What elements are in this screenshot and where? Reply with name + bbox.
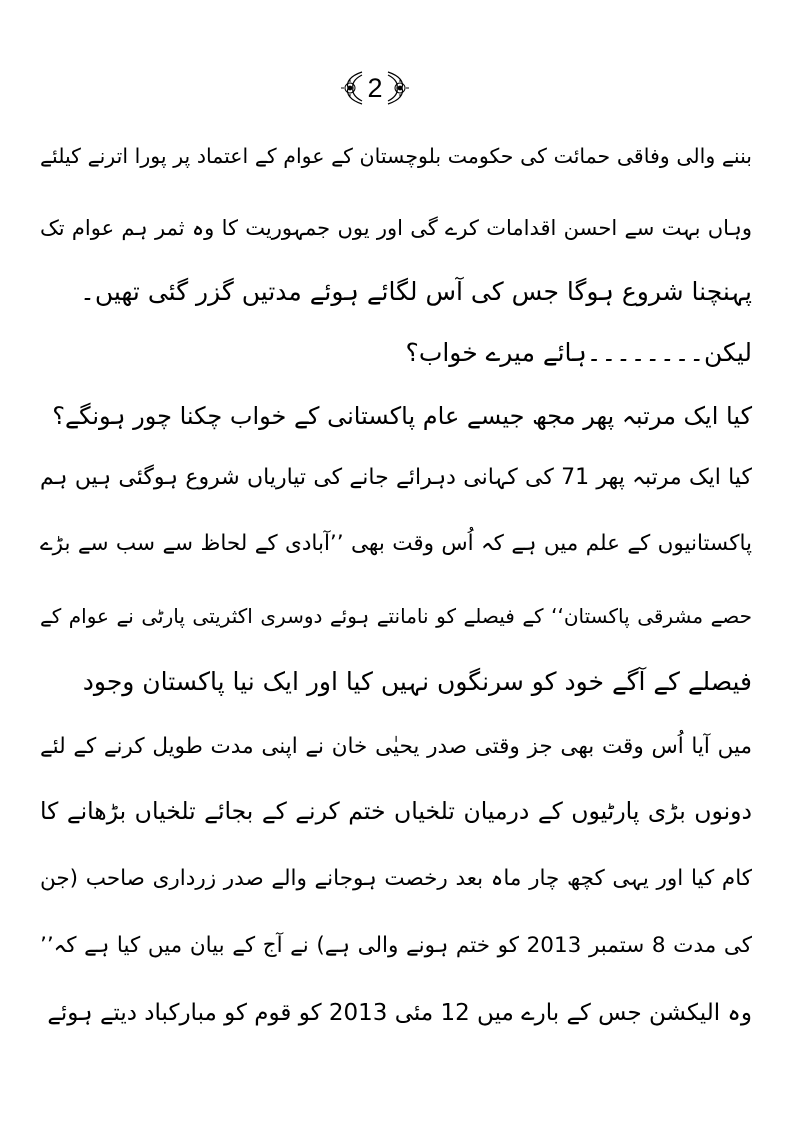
text-line: وہ الیکشن جس کے بارے میں 12 مئی 2013 کو قوم کو مبارکباد دیتے ہوئے (47, 1000, 752, 1026)
text-line: فیصلے کے آگے خود کو سرنگوں نہیں کیا اور ایک نیا پاکستان وجود (82, 667, 752, 696)
text-line: کام کیا اور یہی کچھ چار ماہ بعد رخصت ہوجانے والے صدر زرداری صاحب (جن (40, 866, 752, 891)
text-line: پاکستانیوں کے علم میں ہے کہ اُس وقت بھی ’’آبادی کے لحاظ سے سب سے بڑے (40, 531, 752, 556)
text-line: بننے والی وفاقی حمائت کی حکومت بلوچستان کے عوام کے اعتماد پر پورا اترنے کیلئے (40, 144, 752, 168)
text-line: کی مدت 8 ستمبر 2013 کو ختم ہونے والی ہے) نے آج کے بیان میں کیا ہے کہ’’ (40, 933, 752, 958)
text-line: میں آیا اُس وقت بھی جز وقتی صدر یحیٰی خان نے اپنی مدت طویل کرنے کے لئے (40, 734, 752, 759)
text-line: پہنچنا شروع ہوگا جس کی آس لگائے ہوئے مدتیں گزر گئی تھیں۔ (80, 277, 752, 306)
text-line: کیا ایک مرتبہ پھر مجھ جیسے عام پاکستانی کے خواب چکنا چور ہونگے؟ (52, 402, 752, 430)
page-number: 2 (367, 72, 383, 103)
text-line: حصے مشرقی پاکستان‘‘ کے فیصلے کو نامانتے ہوئے دوسری اکثریتی پارٹی نے عوام کے (40, 604, 752, 628)
text-line: دونوں بڑی پارٹیوں کے درمیان تلخیاں ختم کرنے کے بجائے تلخیاں بڑھانے کا (40, 797, 752, 825)
text-line: وہاں بہت سے احسن اقدامات کرے گی اور یوں جمہوریت کا وہ ثمر ہم عوام تک (40, 216, 752, 240)
text-line: کیا ایک مرتبہ پھر 71 کی کہانی دہرائے جانے کی تیاریاں شروع ہوگئی ہیں ہم (40, 465, 752, 490)
page-number-badge (340, 66, 410, 110)
text-line: لیکن۔۔۔۔۔۔۔۔ہائے میرے خواب؟ (405, 338, 752, 367)
